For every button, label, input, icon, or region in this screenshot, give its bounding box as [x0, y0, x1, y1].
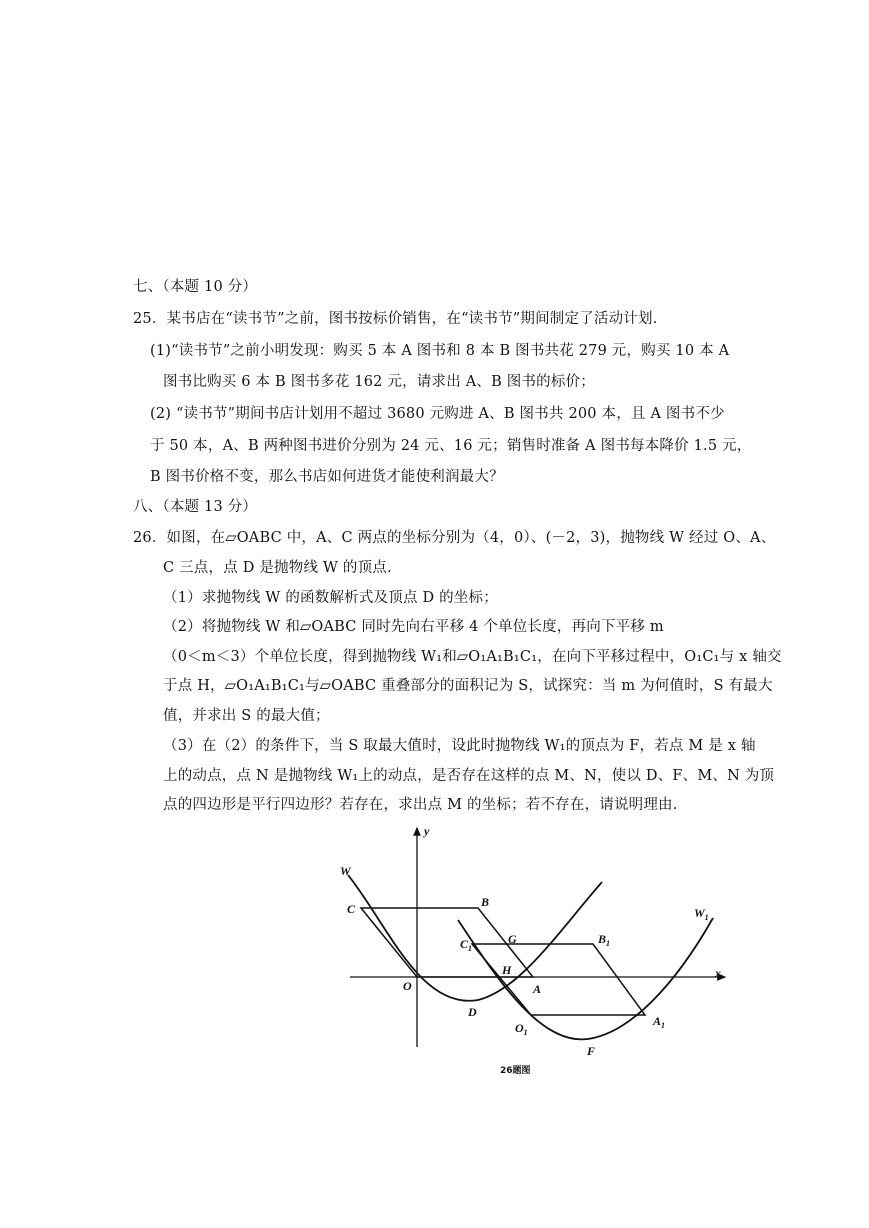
q26-part2-line3: 于点 H，▱O₁A₁B₁C₁与▱OABC 重叠部分的面积记为 S，试探究：当 m 为何值时，S 有最大 — [163, 678, 773, 694]
section-7-heading: 七、（本题 10 分） — [133, 279, 258, 295]
q25-part2-line2: 于 50 本，A、B 两种图书进价分别为 24 元、16 元；销售时准备 A 图书每本降价 1.5 元， — [150, 438, 752, 454]
label-o: O — [403, 979, 412, 993]
q26-part3-line2: 上的动点，点 N 是抛物线 W₁上的动点，是否存在这样的点 M、N，使以 D、F、M、N 为顶 — [163, 768, 775, 784]
label-d: D — [468, 1005, 477, 1019]
q25-part2-line1: (2) “读书节”期间书店计划用不超过 3680 元购进 A、B 图书共 200 本，且 A 图书不少 — [150, 406, 725, 422]
q26-part2-line2: （0＜m＜3）个单位长度，得到抛物线 W₁和▱O₁A₁B₁C₁，在向下平移过程中，O₁C₁与 x 轴交 — [163, 649, 782, 665]
label-a: A — [533, 982, 542, 996]
q26-part2-line1: （2）将抛物线 W 和▱OABC 同时先向右平移 4 个单位长度，再向下平移 m — [163, 619, 664, 635]
label-h: H — [502, 963, 512, 977]
q26-part2-line4: 值，并求出 S 的最大值； — [163, 708, 330, 724]
q25-part2-line3: B 图书价格不变，那么书店如何进货才能使利润最大？ — [150, 469, 504, 485]
label-c1: $C_1$ — [460, 937, 473, 953]
q25-part1-line2: 图书比购买 6 本 B 图书多花 162 元，请求出 A、B 图书的标价； — [163, 374, 595, 390]
label-b: B — [481, 895, 490, 909]
label-b1: $B_1$ — [598, 932, 611, 948]
label-w1: $W_1$ — [694, 906, 709, 922]
q26-part3-line3: 点的四边形是平行四边形？若存在，求出点 M 的坐标；若不存在，请说明理由. — [163, 797, 678, 813]
label-c: C — [347, 902, 356, 916]
q26-line2: C 三点，点 D 是抛物线 W 的顶点. — [163, 560, 392, 576]
label-g: G — [508, 932, 517, 946]
label-y: y — [424, 824, 430, 838]
parallelogram-o1a1b1c1 — [472, 944, 645, 1015]
q26-part3-line1: （3）在（2）的条件下，当 S 取最大值时，设此时抛物线 W₁的顶点为 F，若点 M 是 x 轴 — [163, 738, 756, 754]
q26-figure — [330, 815, 750, 1085]
section-8-heading: 八、（本题 13 分） — [133, 499, 258, 515]
label-f: F — [587, 1044, 596, 1058]
label-x: x — [715, 966, 721, 980]
label-w: W — [340, 864, 351, 878]
q25-title: 25．某书店在“读书节”之前，图书按标价销售，在“读书节”期间制定了活动计划. — [133, 311, 658, 327]
q26-part1: （1）求抛物线 W 的函数解析式及顶点 D 的坐标； — [163, 590, 498, 606]
figure-caption: 26题图 — [500, 1066, 531, 1076]
q25-part1-line1: (1)“读书节”之前小明发现：购买 5 本 A 图书和 8 本 B 图书共花 279 元，购买 10 本 A — [150, 343, 730, 359]
label-a1: $A_1$ — [653, 1014, 666, 1030]
q26-line1: 26．如图，在▱OABC 中，A、C 两点的坐标分别为（4，0）、(－2，3)，抛物线 W 经过 O、A、 — [133, 530, 776, 546]
parabola-w1 — [458, 918, 713, 1039]
label-o1: $O_1$ — [515, 1021, 528, 1037]
